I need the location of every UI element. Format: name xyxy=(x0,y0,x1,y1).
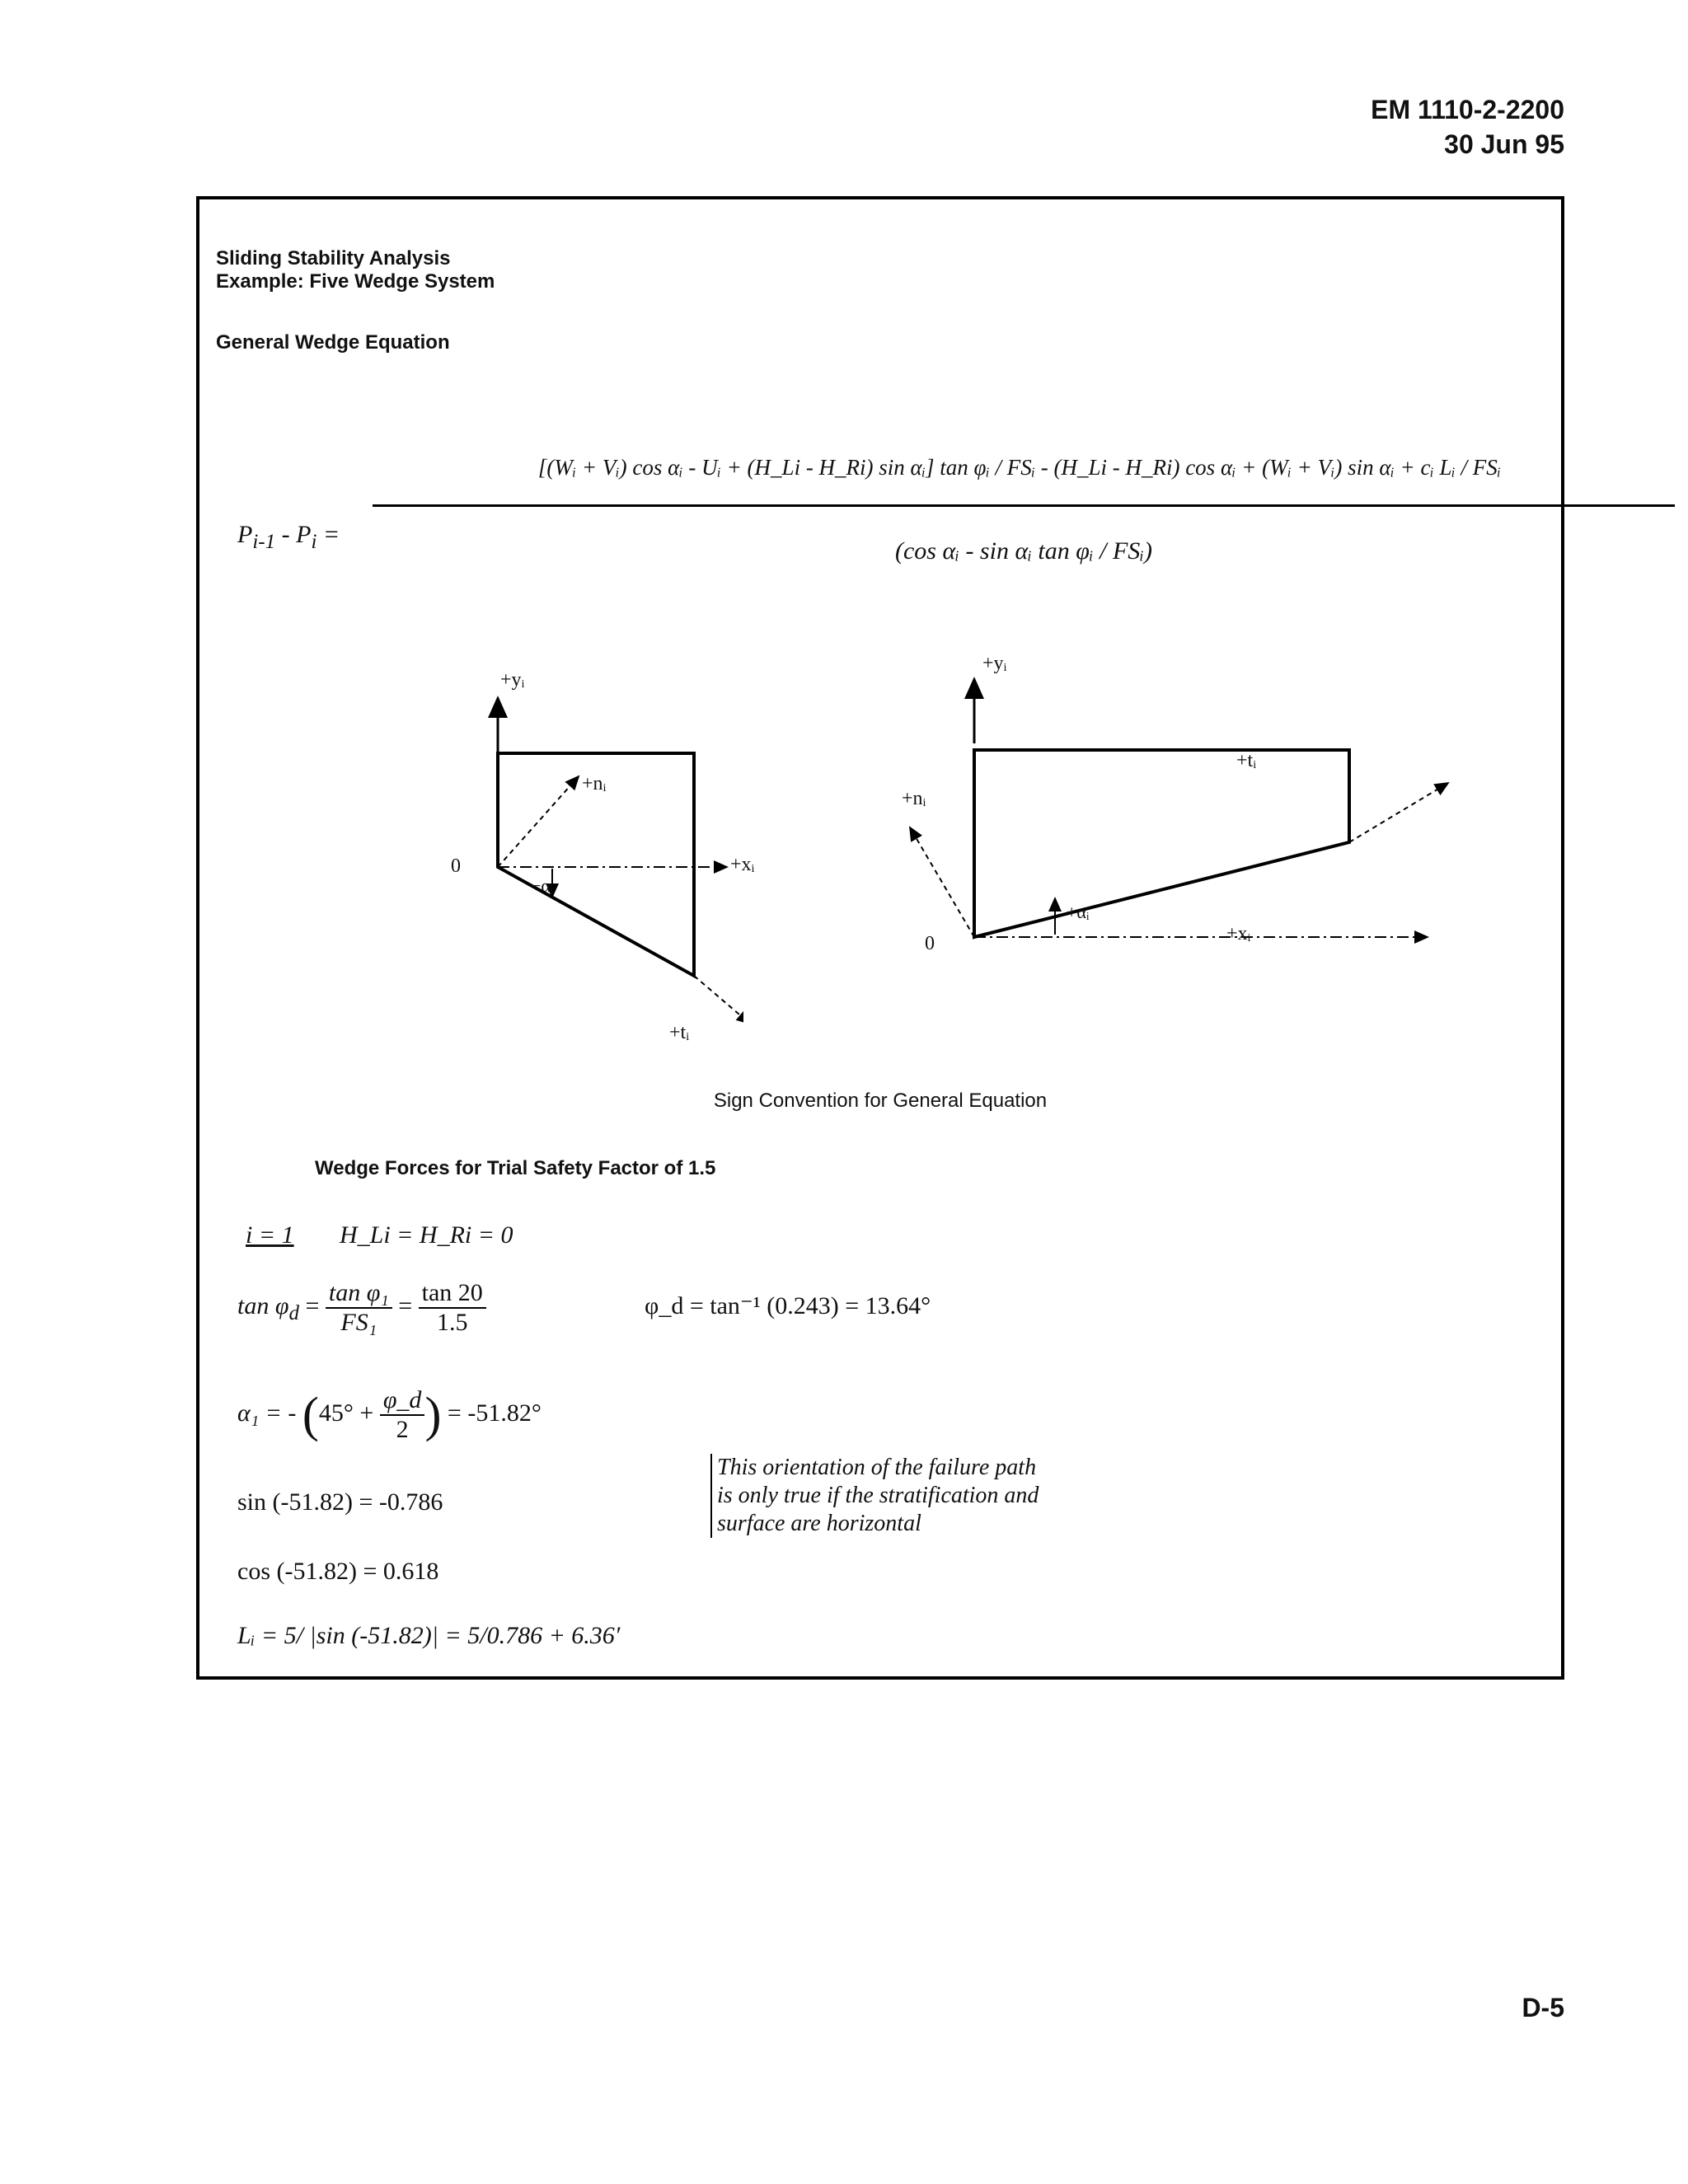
section-wedge-forces: Wedge Forces for Trial Safety Factor of 1.5 xyxy=(315,1157,716,1179)
box-title xyxy=(216,247,495,293)
length-equation: Lᵢ = 5/ |sin (-51.82)| = 5/0.786 + 6.36′ xyxy=(237,1622,621,1649)
t-axis-arrow xyxy=(1349,783,1448,842)
fraction-phi-d-over-2: $\frac{\varphi\_d}{2}$ xyxy=(380,1386,425,1444)
left-alpha-label: −αᵢ xyxy=(531,875,554,896)
orientation-note xyxy=(710,1454,1039,1538)
equation-denominator: (cos αᵢ - sin αᵢ tan φᵢ / FSᵢ) xyxy=(894,537,1153,565)
doc-date: 30 Jun 95 xyxy=(1444,129,1564,159)
case-i1: i = 1 xyxy=(246,1221,294,1249)
n-axis-arrow xyxy=(498,776,579,867)
page-header xyxy=(1371,92,1564,162)
fraction-tan20-1.5: $\frac{\tan 20}{1.5}$ xyxy=(419,1279,486,1337)
right-y-label: +yᵢ xyxy=(982,653,1007,674)
diagram-caption: Sign Convention for General Equation xyxy=(713,1090,1048,1112)
phi-d-result: φ_d = tan⁻¹ (0.243) = 13.64° xyxy=(645,1292,931,1319)
h-equation: H_Li = H_Ri = 0 xyxy=(340,1221,513,1249)
left-n-label: +nᵢ xyxy=(582,773,607,794)
left-x-label: +xᵢ xyxy=(730,854,755,875)
section-general-equation: General Wedge Equation xyxy=(216,331,450,354)
t-axis-arrow xyxy=(694,976,743,1024)
right-t-label: +tᵢ xyxy=(1236,750,1257,771)
left-t-label: +tᵢ xyxy=(669,1022,690,1043)
cos-value: cos (-51.82) = 0.618 xyxy=(237,1558,439,1585)
right-origin-label: 0 xyxy=(925,933,935,954)
doc-number: EM 1110-2-2200 xyxy=(1371,95,1564,124)
title-line-1: Sliding Stability Analysis xyxy=(216,247,451,269)
n-axis-arrow xyxy=(910,827,974,937)
page-number: D-5 xyxy=(1522,1993,1564,2022)
equation-fraction-bar xyxy=(373,504,1675,507)
title-line-2: Example: Five Wedge System xyxy=(216,270,495,293)
left-y-label: +yᵢ xyxy=(500,669,525,691)
note-line-3: surface are horizontal xyxy=(717,1511,921,1536)
alpha1-equation: α₁ = - (45° + $\frac{\varphi\_d}{2}$ ) = -51.82° xyxy=(237,1386,542,1443)
note-line-1: This orientation of the failure path xyxy=(717,1455,1037,1480)
wedge-outline xyxy=(974,750,1349,937)
diagram-negative-alpha xyxy=(447,661,743,1057)
sin-value: sin (-51.82) = -0.786 xyxy=(237,1488,443,1516)
right-n-label: +nᵢ xyxy=(902,788,926,809)
right-x-label: +xᵢ xyxy=(1226,923,1251,944)
note-line-2: is only true if the stratification and xyxy=(717,1483,1039,1508)
equation-lhs: $P_{i-1} - P_i$ = xyxy=(237,521,340,553)
right-alpha-label: +αᵢ xyxy=(1067,902,1090,922)
equation-numerator: [(Wᵢ + Vᵢ) cos αᵢ - Uᵢ + (H_Li - H_Ri) sin αᵢ] tan φᵢ / FSᵢ - (H_Li - H_Ri) cos αᵢ + (Wᵢ + Vᵢ) sin αᵢ + cᵢ Lᵢ / FSᵢ xyxy=(537,455,1502,480)
left-origin-label: 0 xyxy=(451,855,461,877)
fraction-tan-phi1-fs1: $\frac{\text{tan φ₁}}{\text{FS₁}}$ xyxy=(326,1279,392,1337)
example-box xyxy=(196,196,1564,1680)
diagram-positive-alpha xyxy=(842,644,1469,991)
tan-phi-d-equation: $\tan \varphi_d$ = $\frac{\text{tan φ₁}}{\text{FS₁}}$ = $\frac{\tan 20}{1.5}$ xyxy=(237,1279,486,1337)
